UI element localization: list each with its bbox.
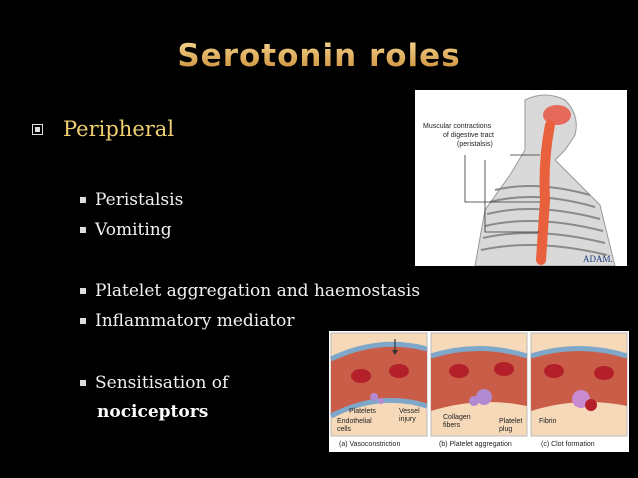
square-bullet-icon <box>80 227 86 233</box>
svg-text:cells: cells <box>337 426 352 433</box>
bullet-peripheral <box>32 117 174 141</box>
checkbox-bullet-icon <box>32 124 43 135</box>
svg-text:Fibrin: Fibrin <box>539 418 557 425</box>
square-bullet-icon <box>80 288 86 294</box>
bullet-label: Peripheral <box>63 117 175 141</box>
bullet-item: Peristalsis <box>80 190 183 210</box>
svg-text:plug: plug <box>499 426 513 433</box>
svg-text:Platelet: Platelet <box>499 418 523 425</box>
bullet-item: Platelet aggregation and haemostasis <box>80 281 420 301</box>
svg-text:Vessel: Vessel <box>399 408 420 415</box>
caption-line-1: Muscular contractions <box>423 123 492 130</box>
svg-text:Collagen: Collagen <box>443 414 471 421</box>
panel-caption-b: (b) Platelet aggregation <box>439 441 512 448</box>
bullet-item: Vomiting <box>80 220 172 240</box>
panel-caption-c: (c) Clot formation <box>541 441 595 448</box>
svg-text:injury: injury <box>399 416 416 423</box>
square-bullet-icon <box>80 380 86 386</box>
slide-title: Serotonin roles <box>0 38 638 74</box>
bullet-item: Sensitisation of <box>80 373 228 393</box>
square-bullet-icon <box>80 318 86 324</box>
svg-text:Platelets: Platelets <box>349 408 376 415</box>
panel-caption-a: (a) Vasoconstriction <box>339 441 401 448</box>
peristalsis-illustration <box>415 90 627 266</box>
adam-logo: ADAM. <box>583 254 613 264</box>
svg-text:fibers: fibers <box>443 422 461 429</box>
peristalsis-figure <box>415 90 627 266</box>
square-bullet-icon <box>80 197 86 203</box>
haemostasis-illustration <box>329 331 629 452</box>
haemostasis-figure <box>329 331 629 452</box>
svg-text:Endothelial: Endothelial <box>337 418 372 425</box>
caption-line-2: of digestive tract <box>443 132 494 139</box>
caption-line-3: (peristalsis) <box>457 141 493 148</box>
bullet-item: Inflammatory mediator <box>80 311 295 331</box>
nociceptors-text: nociceptors <box>97 402 209 422</box>
